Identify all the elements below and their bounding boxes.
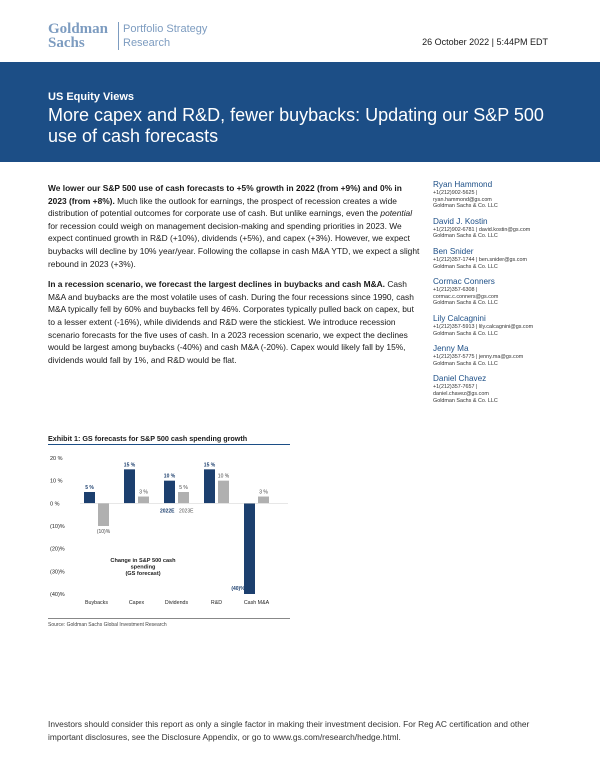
logo-sub1: Portfolio Strategy xyxy=(123,23,208,35)
x-category-label: Dividends xyxy=(164,600,189,606)
bar-2022E xyxy=(164,481,175,504)
p1-text-a: Much like the outlook for earnings, the prospect of recession creates a wide distribution of potential outcomes for corporate use of cash. But unlike earnings, even the xyxy=(48,195,397,219)
author-email[interactable]: ryan.hammond@gs.com xyxy=(433,196,492,203)
author-name[interactable]: Lily Calcagnini xyxy=(433,313,486,323)
logo-subtitle xyxy=(123,22,207,50)
y-tick-label: 0 % xyxy=(50,501,60,508)
data-label: 10 % xyxy=(217,473,230,480)
p2-text: Cash M&A and buybacks are the most volatile uses of cash. During the four recessions since 1990, cash M&A typically fell by 60% and buybacks fell by 46%. Corporates typically pulled back on capex, but to a lesser extent (-16%), while dividends and R&D were the stickiest. We introduce recession scenario forecasts for the five uses of cash. In a 2023 recession scenario, we expect the declines would be largest among buybacks (-40%) and cash M&A (-20%). Capex would likely fall by 15%, dividends would fall by 1%, and R&D would be flat. xyxy=(48,279,414,365)
chart-annotation: Change in S&P 500 cash xyxy=(110,558,176,564)
p2-lead: In a recession scenario, we forecast the largest declines in buybacks and cash M&A. xyxy=(48,279,385,290)
author-phone: +1(212)357-7657 | xyxy=(433,384,478,391)
y-tick-label: (10)% xyxy=(50,524,65,530)
x-category-label: Cash M&A xyxy=(243,600,270,606)
author-name[interactable]: David J. Kostin xyxy=(433,216,488,226)
bar-2022E xyxy=(124,469,135,503)
paragraph-2 xyxy=(48,278,422,366)
bar-2023E xyxy=(218,481,229,504)
logo-line2: Sachs xyxy=(48,35,85,51)
author-firm: Goldman Sachs & Co. LLC xyxy=(433,263,498,270)
author-firm: Goldman Sachs & Co. LLC xyxy=(433,233,498,240)
author xyxy=(433,180,583,210)
chart-annotation: spending xyxy=(130,564,156,571)
data-label: (10)% xyxy=(96,529,111,535)
author xyxy=(433,247,583,270)
author-phone[interactable]: +1(212)902-6781 | david.kostin@gs.com xyxy=(433,226,531,233)
goldman-sachs-logo xyxy=(48,22,108,50)
author-phone: +1(212)357-6308 | xyxy=(433,287,478,294)
bar-2023E xyxy=(178,492,189,503)
author-name[interactable]: Daniel Chavez xyxy=(433,374,487,384)
x-category-label: Buybacks xyxy=(85,600,108,606)
author-firm: Goldman Sachs & Co. LLC xyxy=(433,360,498,367)
exhibit-bottom-rule xyxy=(48,618,290,619)
author-name[interactable]: Cormac Conners xyxy=(433,277,495,287)
author xyxy=(433,344,583,367)
legend-2022E: 2022E xyxy=(160,508,175,515)
logo-divider xyxy=(118,22,119,50)
author-phone[interactable]: +1(212)357-5775 | jenny.ma@gs.com xyxy=(433,354,524,361)
logo-sub2: Research xyxy=(123,37,171,49)
y-tick-label: 20 % xyxy=(50,456,63,462)
author xyxy=(433,314,583,337)
x-category-label: Capex xyxy=(128,600,145,606)
author-phone[interactable]: +1(212)357-1744 | ben.snider@gs.com xyxy=(433,256,527,263)
bar-2022E xyxy=(244,503,255,594)
data-label: (40)% xyxy=(231,586,245,592)
author xyxy=(433,374,583,404)
y-tick-label: 10 % xyxy=(50,478,63,485)
report-date: 26 October 2022 | 5:44PM EDT xyxy=(422,37,548,47)
bar-2023E xyxy=(138,497,149,504)
author-phone: +1(212)902-5625 | xyxy=(433,190,478,196)
data-label: 5 % xyxy=(85,485,94,491)
x-category-label: R&D xyxy=(210,600,223,606)
exhibit-source: Source: Goldman Sachs Global Investment Research xyxy=(48,622,167,628)
bar-2022E xyxy=(84,492,95,503)
data-label: 5 % xyxy=(179,485,188,491)
author-firm: Goldman Sachs & Co. LLC xyxy=(433,397,498,404)
author-firm: Goldman Sachs & Co. LLC xyxy=(433,203,498,210)
bar-2022E xyxy=(204,469,215,503)
y-tick-label: (20)% xyxy=(50,546,65,553)
p1-emphasis: potential xyxy=(380,208,413,219)
y-tick-label: (30)% xyxy=(50,569,65,576)
bar-2023E xyxy=(258,497,269,504)
p1-lead: We lower our S&P 500 use of cash forecasts to +5% growth in 2022 (from +9%) and 0% in 2023 (from +8%). xyxy=(48,183,402,206)
author-phone[interactable]: +1(212)357-5913 | lily.calcagnini@gs.com xyxy=(433,323,534,330)
exhibit-rule xyxy=(48,444,290,445)
author-firm: Goldman Sachs & Co. LLC xyxy=(433,330,498,337)
exhibit-title: Exhibit 1: GS forecasts for S&P 500 cash spending growth xyxy=(48,434,248,443)
author-email[interactable]: cormac.c.conners@gs.com xyxy=(433,293,499,300)
series-kicker: US Equity Views xyxy=(48,91,134,103)
author xyxy=(433,277,583,307)
chart-annotation: (GS forecast) xyxy=(125,571,161,577)
data-label: 3 % xyxy=(259,489,268,496)
author-email[interactable]: daniel.chavez@gs.com xyxy=(433,390,489,397)
cash-spending-chart xyxy=(48,446,290,614)
legend-2023E: 2023E xyxy=(179,508,194,515)
bar-2023E xyxy=(98,503,109,526)
disclosure-footer: Investors should consider this report as only a single factor in making their investment decision. For Reg AC certification and other important disclosures, see the Disclosure Appendix, or go to www.gs.com/research/hedge.html. xyxy=(48,719,530,742)
paragraph-1 xyxy=(48,182,422,270)
data-label: 15 % xyxy=(123,462,136,469)
y-tick-label: (40)% xyxy=(50,592,65,598)
author-name[interactable]: Ryan Hammond xyxy=(433,180,493,189)
title-banner xyxy=(0,62,600,162)
logo-line1: Goldman xyxy=(48,21,109,37)
author xyxy=(433,217,583,240)
author-list xyxy=(433,180,583,411)
author-name[interactable]: Ben Snider xyxy=(433,246,474,256)
body-text xyxy=(48,182,422,374)
author-firm: Goldman Sachs & Co. LLC xyxy=(433,300,498,307)
data-label: 3 % xyxy=(139,489,148,496)
data-label: 10 % xyxy=(163,473,176,480)
p1-text-b: for recession could weigh on management decision-making and spending priorities in 2023. We expect continued growth in R&D (+10%), dividends (+5%), and capex (+3%). However, we expect buybacks will decline by 10% year/year. Following the collapse in cash M&A YTD, we expect a slight rebound in 2023 (+3%). xyxy=(48,220,420,269)
data-label: 15 % xyxy=(203,462,216,469)
report-title: More capex and R&D, fewer buybacks: Updating our S&P 500 use of cash forecasts xyxy=(48,105,544,146)
author-name[interactable]: Jenny Ma xyxy=(433,344,469,354)
